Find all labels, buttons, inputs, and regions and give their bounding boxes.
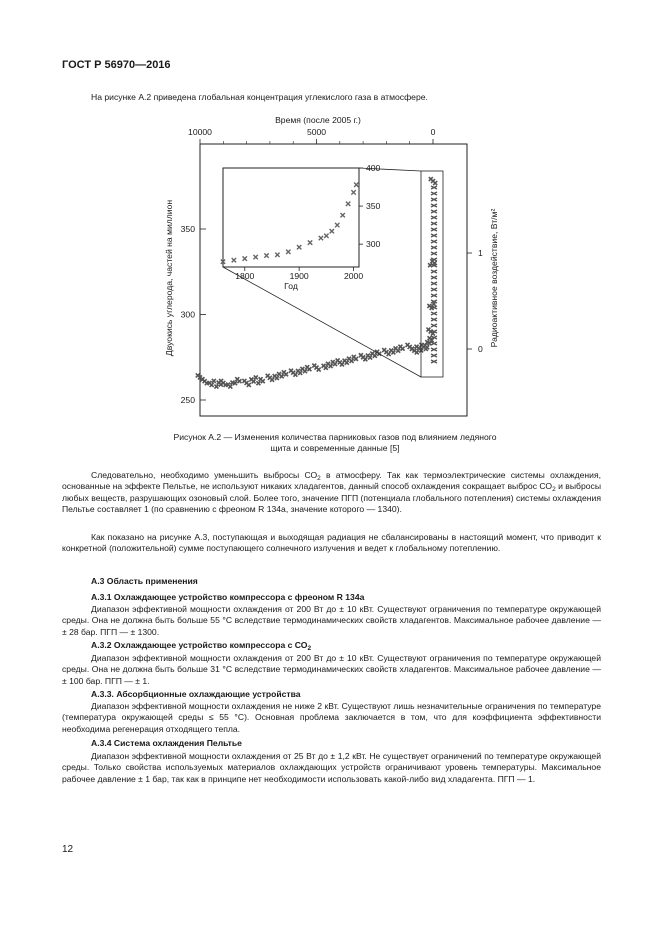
co2-data-point [298, 371, 302, 375]
inset-x-tick-label: 2000 [343, 271, 364, 281]
co2-data-point [431, 222, 437, 225]
connector-line [223, 267, 421, 377]
co2-data-point [345, 361, 349, 365]
co2-subscript: 2 [317, 475, 321, 482]
co2-data-point [431, 318, 437, 321]
co2-data-point [431, 228, 437, 231]
section-a33-heading: А.3.3. Абсорбционные охлаждающие устройства [91, 689, 301, 699]
co2-data-point [431, 360, 437, 363]
co2-subscript: 2 [307, 645, 312, 652]
caption-line-1: Рисунок А.2 — Изменения количества парниковых газов под влиянием ледяного [173, 432, 497, 442]
left-tick-label: 250 [180, 395, 195, 405]
co2-data-point [431, 186, 437, 189]
co2-data-point [431, 276, 437, 279]
co2-data-point [401, 347, 405, 351]
top-tick-label: 10000 [188, 127, 212, 137]
co2-data-point [431, 324, 437, 327]
co2-data-point [431, 288, 437, 291]
co2-data-point [228, 385, 232, 389]
co2-data-point [431, 282, 437, 285]
co2-data-point [307, 367, 311, 371]
right-tick-label: 1 [478, 248, 483, 258]
para1-part2: в атмосферу. Так как термоэлектрические системы охлаждения, основанные на эффекте Пельтье, не используют никаких хладагентов, данный способ охлаждения сокращает выброс СО [62, 470, 601, 492]
co2-data-point [354, 357, 358, 361]
co2-data-point [431, 294, 437, 297]
co2-data-point [368, 356, 372, 360]
para1-part3: и выбросы любых веществ, разрушающих озоновый слой. Более того, значение ПГП (потенциала глобального потепления) системы охлаждения Пельтье составляет 1 (по сравнению с фреоном R 134а, значение которого — 1340). [62, 481, 601, 515]
paragraph-1 [62, 470, 601, 516]
co2-data-point [261, 379, 265, 383]
co2-data-point [275, 376, 279, 380]
document-header: ГОСТ Р 56970—2016 [62, 59, 171, 71]
co2-data-point [210, 383, 214, 387]
section-a32-text: Диапазон эффективной мощности охлаждения от 200 Вт до ± 10 кВт. Существуют ограничения по температуре окружающей среды. Она не должна быть больше 31 °С вследствие термодинамических свойств хладагентов. Максимальное рабочее давление — ± 100 бар. ПГП — ± 1. [62, 653, 601, 686]
co2-data-point [431, 312, 437, 315]
co2-data-point [391, 350, 395, 354]
section-a32-heading [91, 640, 311, 650]
right-axis-ticks [467, 248, 483, 354]
a32-heading-text: А.3.2 Охлаждающее устройство компрессора с СО [91, 640, 308, 650]
intro-text: На рисунке А.2 приведена глобальная концентрация углекислого газа в атмосфере. [91, 92, 428, 102]
left-axis-label: Двуокись углерода, частей на миллион [164, 199, 174, 357]
right-tick-label: 0 [478, 344, 483, 354]
caption-line-2: щита и современные данные [5] [270, 443, 400, 454]
co2-data-point [431, 234, 437, 237]
co2-data-point [324, 366, 328, 370]
co2-data-point [431, 348, 437, 351]
left-tick-label: 300 [180, 309, 195, 320]
co2-data-point [431, 240, 437, 243]
co2-data-point [317, 368, 321, 372]
co2-data-point [431, 300, 437, 303]
co2-data-point [431, 270, 437, 273]
figure-caption [130, 432, 540, 455]
inset-y-tick-label: 400 [366, 163, 381, 173]
co2-data-point [247, 383, 251, 387]
co2-data-point [431, 246, 437, 249]
co2-data-point [212, 379, 216, 383]
co2-data-point [237, 379, 241, 383]
top-tick-label: 0 [430, 127, 436, 137]
left-tick-label: 350 [180, 224, 195, 234]
co2-data-point [256, 381, 260, 385]
co2-data-point [431, 198, 437, 201]
co2-subscript: 2 [552, 486, 556, 494]
co2-data-point [433, 181, 437, 185]
co2-data-point [431, 252, 437, 255]
co2-data-point [214, 385, 218, 389]
inset-x-tick-label: 1900 [289, 271, 309, 281]
co2-data-point [284, 372, 288, 376]
co2-data-point [431, 216, 437, 219]
inset-x-label: Год [284, 281, 298, 291]
section-a33-text: Диапазон эффективной мощности охлаждения не ниже 2 кВт. Существуют лишь незначительные ограничения по температуре (температура окружающей среды ≤ 55 °С). Основная проблема заключается в том, что для коэффициента эффективности необходима регенерация отходящего тепла. [62, 701, 601, 734]
section-a3-heading: А.3 Область применения [91, 576, 198, 586]
co2-data-point [431, 342, 437, 345]
paragraph-2: Как показано на рисунке А.3, поступающая и выходящая радиация не сбалансированы в настоящий момент, что приводит к конкретной (положительной) сумме поступающего солнечного излучения и ведет к глобальному потеплению. [62, 532, 601, 554]
top-axis-ticks [188, 127, 436, 144]
co2-data-point [252, 379, 256, 383]
page-number: 12 [62, 844, 74, 855]
inset-frame [223, 168, 359, 267]
section-a34-text: Диапазон эффективной мощности охлаждения от 25 Вт до ± 1,2 кВт. Не существует ограничений по температуре окружающей среды. Только свойства используемых материалов охлаждающих устройств ограничивают уровень температуры. Максимальное рабочее давление ± 1 бар, так как в принципе нет необходимости использовать какой-либо вид хладагента. ПГП — 1. [62, 751, 601, 784]
para1-part1: Следовательно, необходимо уменьшить выбросы СО [91, 470, 318, 480]
inset-x-tick-label: 1800 [235, 271, 255, 281]
top-axis-label: Время (после 2005 г.) [275, 115, 361, 125]
co2-chart [0, 0, 661, 420]
co2-data-point [431, 192, 437, 195]
top-tick-label: 5000 [306, 127, 327, 137]
co2-data-point [254, 375, 258, 379]
section-a31-heading: А.3.1 Охлаждающее устройство компрессора с фреоном R 134а [91, 592, 365, 602]
section-a31-text: Диапазон эффективной мощности охлаждения от 200 Вт до ± 10 кВт. Существуют ограничения по температуре окружающей среды. Она не должна быть больше 55 °С вследствие термодинамических свойств хладагентов. Максимальное рабочее давление — ± 28 бар. ПГП — ± 1300. [62, 604, 601, 637]
section-a34-heading: А.3.4 Система охлаждения Пельтье [91, 738, 242, 748]
co2-data-point [431, 204, 437, 207]
co2-data-point [431, 354, 437, 357]
right-axis-label: Радиоактивное воздействие, Вт/м² [489, 208, 499, 348]
inset-y-tick-label: 350 [366, 201, 381, 212]
inset-y-tick-label: 300 [366, 239, 381, 250]
co2-data-point [431, 210, 437, 213]
